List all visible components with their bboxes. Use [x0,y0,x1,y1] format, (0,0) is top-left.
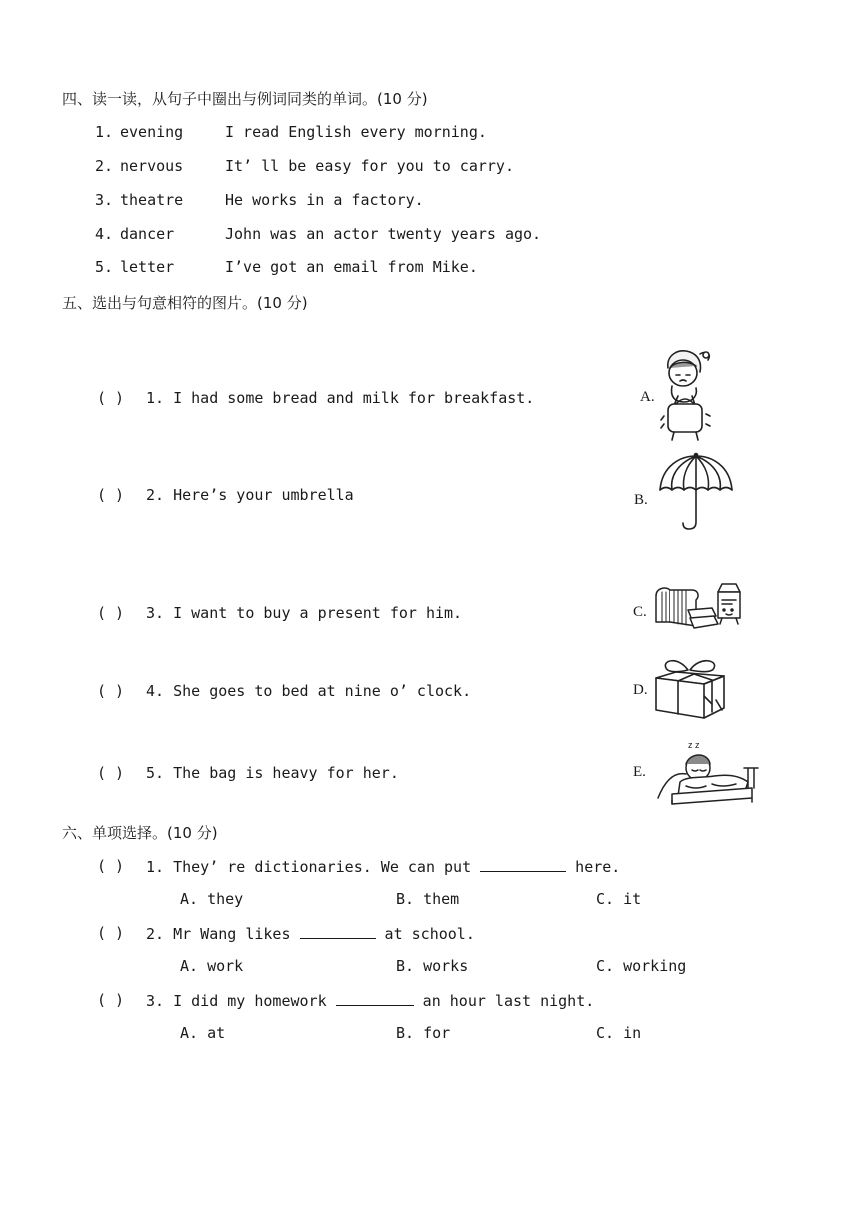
item-number: 2. [95,157,114,175]
example-word: letter [120,258,175,276]
question-line [146,857,620,876]
item-sentence: It’ ll be easy for you to carry. [225,157,514,175]
question-line [146,991,594,1010]
answer-blank[interactable] [300,924,376,939]
picture-label-c: C. [633,604,647,620]
option-a[interactable]: A. at [180,1024,226,1042]
picture-label-e: E. [633,764,646,780]
question-text-before: 3. I did my homework [146,992,336,1010]
picture-label-b: B. [634,492,648,508]
answer-parentheses[interactable]: ( ) [97,682,125,700]
section-6-title: 六、单项选择。(10 分) [62,824,218,842]
answer-parentheses[interactable]: ( ) [97,924,125,942]
question-text-after: at school. [375,925,475,943]
option-c[interactable]: C. in [596,1024,642,1042]
example-word: nervous [120,157,184,175]
gift-box-icon [654,656,726,720]
example-word: evening [120,123,184,141]
answer-parentheses[interactable]: ( ) [97,604,125,622]
option-a[interactable]: A. they [180,890,244,908]
question-text: 4. She goes to bed at nine o’ clock. [146,682,472,700]
girl-carrying-heavy-bag-icon [658,346,716,442]
bread-and-milk-icon [652,582,752,634]
item-sentence: I read English every morning. [225,123,487,141]
section-5-title: 五、选出与句意相符的图片。(10 分) [62,294,308,312]
option-c[interactable]: C. it [596,890,642,908]
item-number: 1. [95,123,114,141]
question-text: 1. I had some bread and milk for breakfast. [146,389,535,407]
example-word: dancer [120,225,175,243]
option-b[interactable]: B. for [396,1024,451,1042]
option-a[interactable]: A. work [180,957,244,975]
option-b[interactable]: B. them [396,890,460,908]
example-word: theatre [120,191,184,209]
answer-parentheses[interactable]: ( ) [97,857,125,875]
item-sentence: I’ve got an email from Mike. [225,258,478,276]
item-number: 4. [95,225,114,243]
question-text-after: here. [566,858,621,876]
question-text: 3. I want to buy a present for him. [146,604,463,622]
question-line [146,924,475,943]
answer-parentheses[interactable]: ( ) [97,764,125,782]
answer-parentheses[interactable]: ( ) [97,486,125,504]
option-c[interactable]: C. working [596,957,687,975]
item-sentence: He works in a factory. [225,191,424,209]
question-text-before: 2. Mr Wang likes [146,925,300,943]
question-text-after: an hour last night. [413,992,595,1010]
umbrella-icon [658,452,734,532]
picture-label-a: A. [640,389,655,405]
svg-text:z z: z z [688,740,700,750]
answer-parentheses[interactable]: ( ) [97,991,125,1009]
child-sleeping-in-bed-icon [656,738,760,806]
item-number: 3. [95,191,114,209]
item-sentence: John was an actor twenty years ago. [225,225,542,243]
question-text: 5. The bag is heavy for her. [146,764,399,782]
picture-label-d: D. [633,682,648,698]
option-b[interactable]: B. works [396,957,469,975]
question-text: 2. Here’s your umbrella [146,486,354,504]
section-4-title: 四、读一读，从句子中圈出与例词同类的单词。(10 分) [62,90,428,108]
item-number: 5. [95,258,114,276]
answer-parentheses[interactable]: ( ) [97,389,125,407]
answer-blank[interactable] [336,991,414,1006]
question-text-before: 1. They’ re dictionaries. We can put [146,858,481,876]
answer-blank[interactable] [480,857,566,872]
